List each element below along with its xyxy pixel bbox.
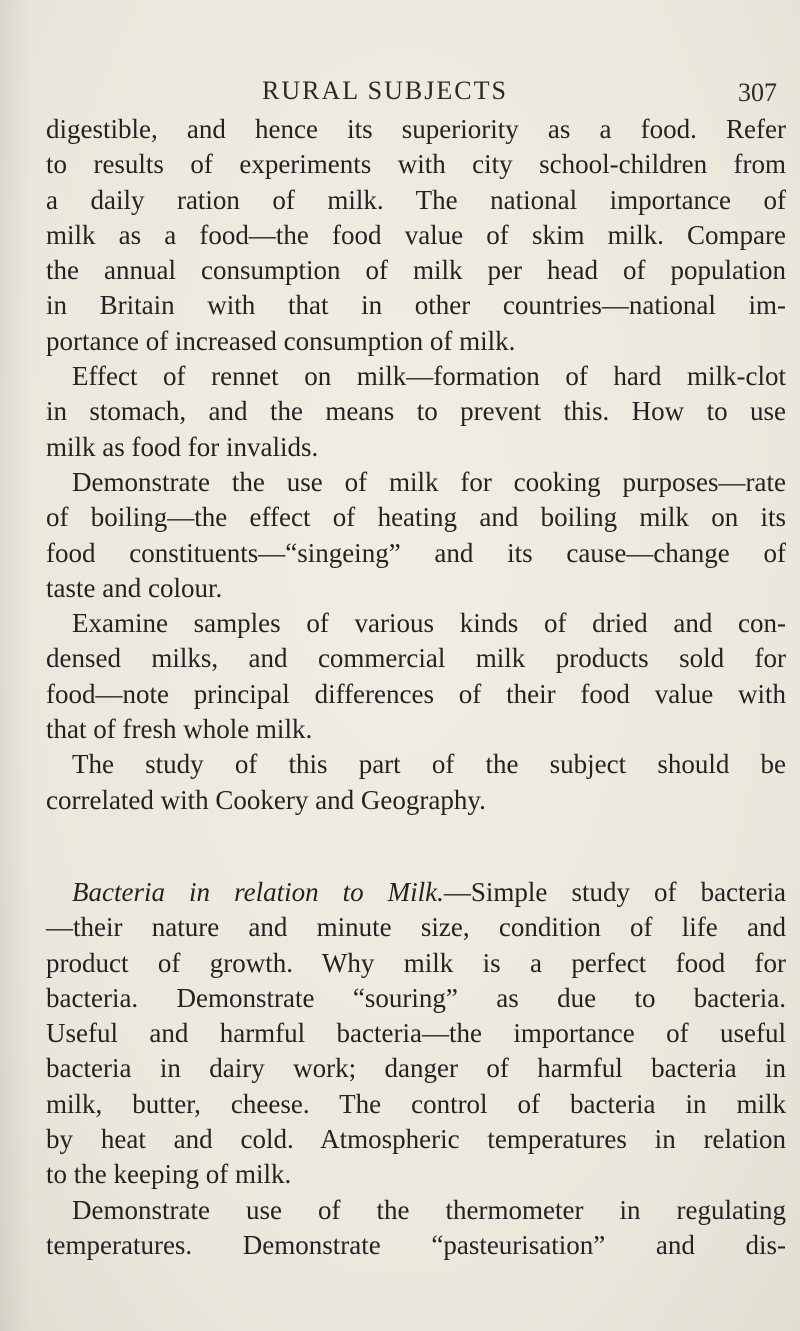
text-line: bacteria. Demonstrate “souring” as due to bacteria. <box>46 982 786 1013</box>
text-line: a daily ration of milk. The national importance of <box>46 184 786 215</box>
text-line: Useful and harmful bacteria—the importance of useful <box>46 1018 786 1049</box>
text-line: bacteria in dairy work; danger of harmful bacteria in <box>46 1053 786 1084</box>
body-text <box>46 112 786 1263</box>
section-heading-line <box>46 875 786 910</box>
text-line: the annual consumption of milk per head of population <box>46 255 786 286</box>
text-line: densed milks, and commercial milk products sold for <box>46 643 786 674</box>
running-head: RURAL SUBJECTS <box>262 76 508 105</box>
text-line: milk, butter, cheese. The control of bacteria in milk <box>46 1088 786 1119</box>
text-line: in stomach, and the means to prevent this. How to use <box>46 396 786 427</box>
text-line: taste and colour. <box>46 572 223 603</box>
text-line: Examine samples of various kinds of dried and con- <box>72 608 786 639</box>
text-line: milk as food for invalids. <box>46 431 319 462</box>
page-number: 307 <box>738 78 777 107</box>
text-line: that of fresh whole milk. <box>46 714 313 745</box>
text-line: to results of experiments with city school-children from <box>46 149 786 180</box>
text-line: —their nature and minute size, condition of life and <box>46 912 786 943</box>
text-line: The study of this part of the subject should be <box>72 749 786 780</box>
page-edge-shadow <box>0 0 30 1331</box>
text-line: to the keeping of milk. <box>46 1159 292 1190</box>
text-line: temperatures. Demonstrate “pasteurisation” and dis- <box>46 1229 786 1260</box>
text-line: food—note principal differences of their food value with <box>46 678 786 709</box>
text-line: product of growth. Why milk is a perfect food for <box>46 947 786 978</box>
text-line: of boiling—the effect of heating and boiling milk on its <box>46 502 786 533</box>
text-line: portance of increased consumption of milk. <box>46 325 516 356</box>
text-line: Demonstrate the use of milk for cooking purposes—rate <box>72 466 786 497</box>
text-line: digestible, and hence its superiority as a food. Refer <box>46 114 786 144</box>
page-header <box>0 74 800 114</box>
text-line: Effect of rennet on milk—formation of hard milk-clot <box>72 361 786 392</box>
text-line: by heat and cold. Atmospheric temperatures in relation <box>46 1124 786 1155</box>
text-line: Demonstrate use of the thermometer in regulating <box>72 1194 786 1225</box>
text-line: milk as a food—the food value of skim milk. Compare <box>46 219 786 250</box>
section-heading-rest: —Simple study of bacteria <box>443 876 786 907</box>
text-line: correlated with Cookery and Geography. <box>46 784 486 815</box>
section-gap <box>46 818 786 875</box>
text-line: food constituents—“singeing” and its cause—change of <box>46 537 786 568</box>
section-heading: Bacteria in relation to Milk. <box>72 876 444 907</box>
text-line: in Britain with that in other countries—national im- <box>46 290 786 321</box>
